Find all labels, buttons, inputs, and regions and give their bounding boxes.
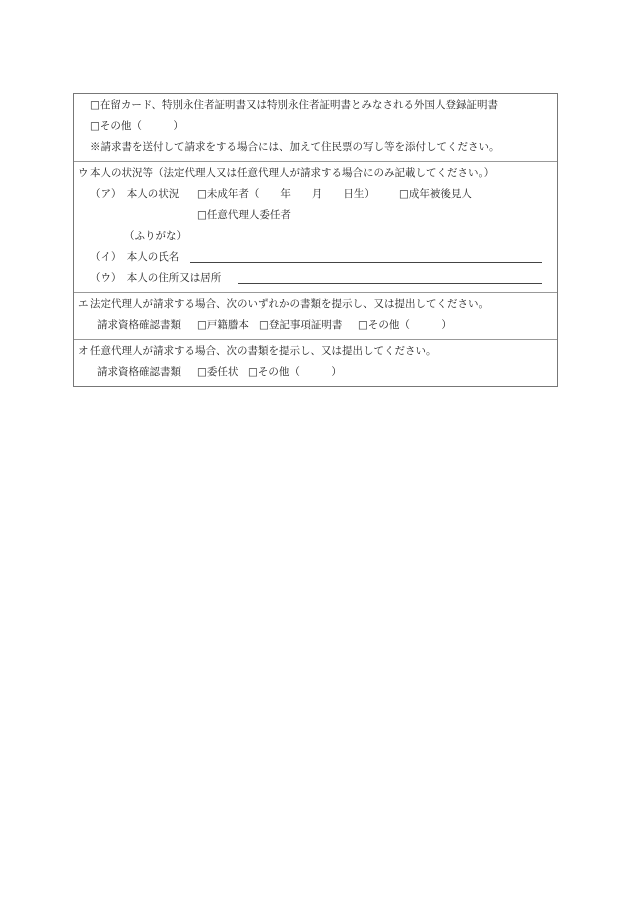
registry-certificate-checkbox-option[interactable]: □登記事項証明書 (259, 319, 343, 331)
other-document-checkbox-option[interactable]: □その他（ ） (90, 120, 184, 132)
voluntary-other-checkbox-option[interactable]: □その他（ ） (248, 366, 342, 378)
residence-card-checkbox-option[interactable]: □在留カード、特別永住者証明書又は特別永住者証明書とみなされる外国人登録証明書 (90, 99, 498, 111)
section-marker-e: エ (78, 298, 89, 310)
voluntary-representative-section (74, 339, 557, 386)
principal-status-label: （ア） 本人の状況 (90, 188, 180, 200)
furigana-label: （ふりがな） (124, 230, 187, 242)
adult-ward-checkbox-option[interactable]: □成年被後見人 (399, 188, 472, 200)
principal-name-label: （イ） 本人の氏名 (90, 251, 180, 263)
principal-status-section (74, 161, 557, 292)
section-marker-o: オ (78, 345, 89, 357)
mail-request-note: ※請求書を送付して請求をする場合には、加えて住民票の写し等を添付してください。 (90, 141, 500, 153)
request-form-continuation (73, 93, 558, 387)
section-u-title: 本人の状況等（法定代理人又は任意代理人が請求する場合にのみ記載してください。） (90, 167, 495, 179)
delegator-checkbox-option[interactable]: □任意代理人委任者 (197, 209, 291, 221)
legal-representative-section (74, 292, 557, 339)
section-e-title: 法定代理人が請求する場合、次のいずれかの書類を提示し、又は提出してください。 (90, 298, 489, 310)
voluntary-docs-label: 請求資格確認書類 (97, 366, 181, 378)
power-of-attorney-checkbox-option[interactable]: □委任状 (197, 366, 239, 378)
principal-name-field[interactable] (190, 262, 542, 263)
minor-checkbox-option[interactable]: □未成年者（ 年 月 日生） (197, 188, 375, 200)
principal-address-field[interactable] (238, 283, 542, 284)
legal-other-checkbox-option[interactable]: □その他（ ） (358, 319, 452, 331)
section-o-title: 任意代理人が請求する場合、次の書類を提示し、又は提出してください。 (90, 345, 437, 357)
principal-address-label: （ウ） 本人の住所又は居所 (90, 272, 222, 284)
section-marker-u: ウ (78, 167, 89, 179)
family-register-checkbox-option[interactable]: □戸籍謄本 (197, 319, 249, 331)
identity-document-section (74, 94, 557, 161)
legal-docs-label: 請求資格確認書類 (97, 319, 181, 331)
